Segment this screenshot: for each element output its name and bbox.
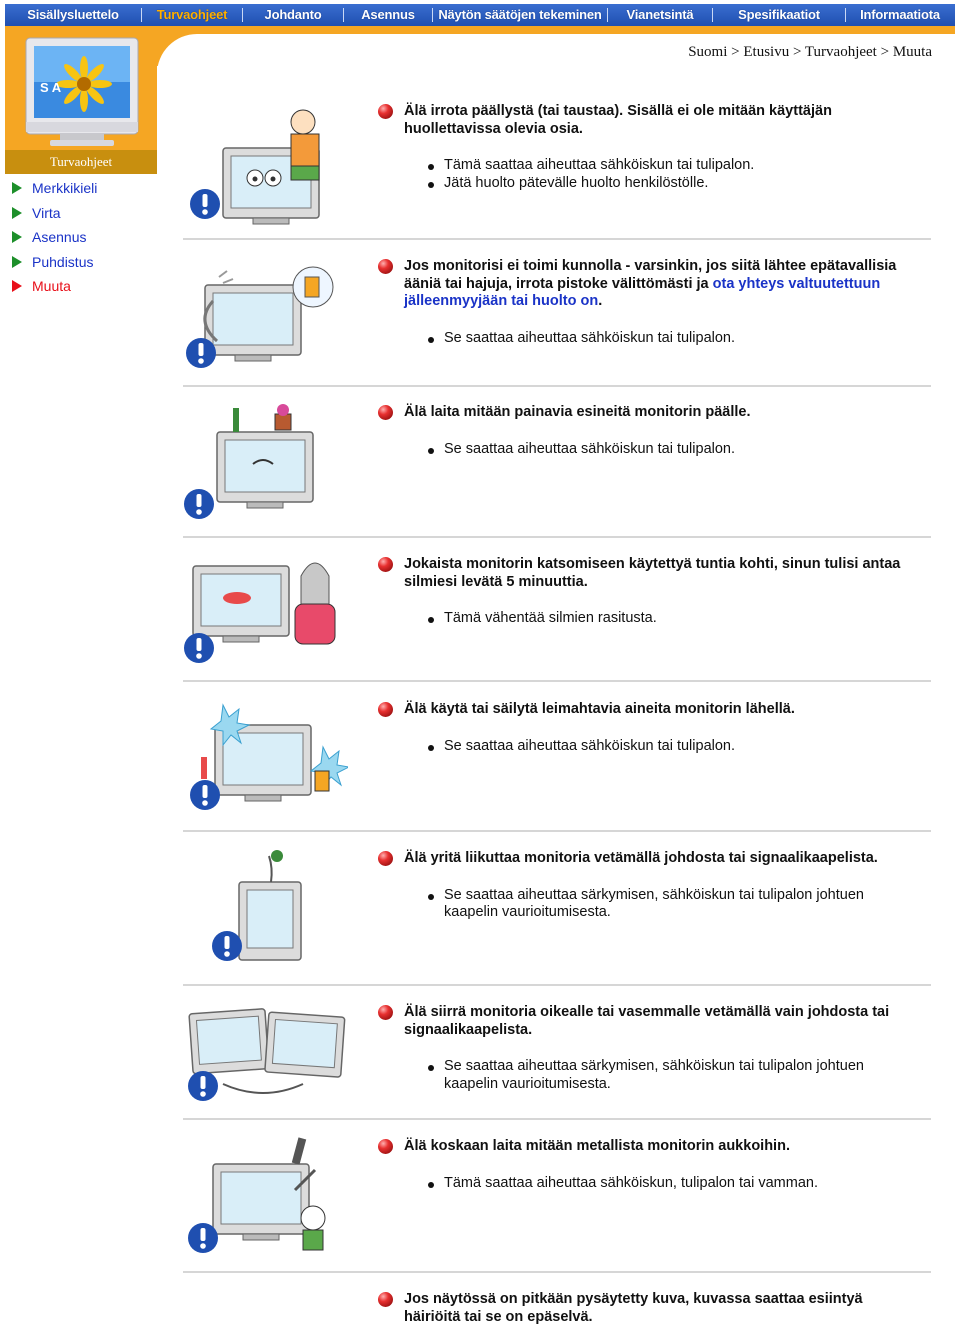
illustration-pull-cable-icon: [183, 846, 348, 976]
safety-detail: Tämä vähentää silmien rasitusta.: [429, 610, 918, 628]
sidebar-item-label: Merkkikieli: [32, 180, 98, 197]
breadcrumb-muuta: Muuta: [892, 44, 932, 60]
breadcrumb: [688, 44, 932, 61]
safety-detail: Jätä huolto pätevälle huolto henkilöstölle.: [429, 175, 918, 193]
section-divider: [183, 536, 931, 538]
section-divider: [183, 1118, 931, 1120]
section-divider: [183, 1271, 931, 1273]
sidebar-item-puhdistus[interactable]: [12, 250, 157, 275]
nav-item-turvaohjeet[interactable]: Turvaohjeet: [156, 7, 228, 22]
sidebar-item-merkkikieli[interactable]: [12, 176, 157, 201]
top-navigation: [5, 4, 955, 26]
nav-item-asennus[interactable]: Asennus: [361, 7, 415, 22]
nav-item-sisallysluettelo[interactable]: Sisällysluettelo: [27, 7, 119, 22]
safety-headline: Jokaista monitorin katsomiseen käytettyä tuntia kohti, sinun tulisi antaa silmiesi levätä 5 minuuttia.: [378, 556, 918, 591]
red-ball-bullet-icon: [378, 1005, 393, 1020]
safety-detail: Se saattaa aiheuttaa sähköiskun tai tulipalon.: [429, 330, 918, 348]
nav-item-spesifikaatiot[interactable]: Spesifikaatiot: [738, 7, 820, 22]
triangle-arrow-icon: [12, 182, 22, 194]
illustration-eye-rest-icon: [183, 552, 348, 682]
illustration-remove-cover-icon: [183, 100, 348, 230]
sidebar-item-muuta[interactable]: [12, 274, 157, 299]
illustration-unplug-monitor-icon: [183, 255, 348, 385]
triangle-arrow-icon: [12, 256, 22, 268]
safety-headline: Älä irrota päällystä (tai taustaa). Sisällä ei ole mitään käyttäjän huollettavissa olevia osia.: [378, 103, 918, 138]
red-ball-bullet-icon: [378, 702, 393, 717]
triangle-arrow-icon: [12, 280, 22, 292]
safety-headline: Älä käytä tai säilytä leimahtavia aineita monitorin lähellä.: [378, 701, 918, 719]
section-label: Turvaohjeet: [5, 150, 157, 174]
safety-detail: Se saattaa aiheuttaa sähköiskun tai tulipalon.: [429, 738, 918, 756]
safety-item: [183, 697, 931, 822]
red-ball-bullet-icon: [378, 259, 393, 274]
red-ball-bullet-icon: [378, 1139, 393, 1154]
safety-headline: Älä yritä liikuttaa monitoria vetämällä johdosta tai signaalikaapelista.: [378, 850, 918, 868]
sidebar-item-asennus[interactable]: [12, 225, 157, 250]
safety-item: [183, 1287, 931, 1325]
nav-item-johdanto[interactable]: Johdanto: [264, 7, 322, 22]
safety-detail: Tämä saattaa aiheuttaa sähköiskun tai tulipalon.: [429, 157, 918, 175]
nav-item-vianetsinta[interactable]: Vianetsintä: [626, 7, 694, 22]
breadcrumb-suomi[interactable]: Suomi: [688, 44, 728, 60]
sidebar: [12, 176, 157, 299]
safety-detail: Se saattaa aiheuttaa sähköiskun tai tulipalon.: [429, 441, 918, 459]
triangle-arrow-icon: [12, 231, 22, 243]
breadcrumb-etusivu[interactable]: Etusivu: [743, 44, 790, 60]
sidebar-item-label: Puhdistus: [32, 253, 94, 270]
red-ball-bullet-icon: [378, 405, 393, 420]
bullet-dot-icon: [428, 182, 434, 188]
breadcrumb-separator: >: [876, 44, 893, 60]
section-divider: [183, 680, 931, 682]
sidebar-item-virta[interactable]: [12, 201, 157, 226]
safety-item: [183, 255, 931, 380]
safety-headline: Älä koskaan laita mitään metallista monitorin aukkoihin.: [378, 1138, 918, 1156]
illustration-flammable-icon: [183, 697, 348, 827]
red-ball-bullet-icon: [378, 1292, 393, 1307]
monitor-logo-icon: [22, 36, 142, 150]
nav-item-naytön-saadot[interactable]: Näytön säätöjen tekeminen: [438, 7, 602, 22]
triangle-arrow-icon: [12, 207, 22, 219]
safety-item: [183, 552, 931, 677]
bullet-dot-icon: [428, 164, 434, 170]
safety-item: [183, 1134, 931, 1259]
illustration-metal-objects-icon: [183, 1134, 348, 1264]
bullet-dot-icon: [428, 1182, 434, 1188]
bullet-dot-icon: [428, 1065, 434, 1071]
section-divider: [183, 385, 931, 387]
breadcrumb-turvaohjeet[interactable]: Turvaohjeet: [804, 44, 877, 60]
safety-item: [183, 1000, 931, 1115]
safety-detail: Se saattaa aiheuttaa särkymisen, sähköiskun tai tulipalon johtuen kaapelin vaurioitumisesta.: [429, 1058, 918, 1093]
bullet-dot-icon: [428, 745, 434, 751]
bullet-dot-icon: [428, 617, 434, 623]
sidebar-item-label: Muuta: [32, 278, 71, 295]
illustration-drag-monitor-icon: [183, 1000, 348, 1130]
breadcrumb-separator: >: [727, 44, 744, 60]
red-ball-bullet-icon: [378, 104, 393, 119]
safety-headline: Älä laita mitään painavia esineitä monitorin päälle.: [378, 404, 918, 422]
sidebar-item-label: Asennus: [32, 229, 87, 246]
section-divider: [183, 238, 931, 240]
bullet-dot-icon: [428, 448, 434, 454]
service-contact-link[interactable]: ota yhteys valtuutettuun jälleenmyyjään tai huolto on: [404, 275, 881, 309]
safety-item: [183, 846, 931, 971]
red-ball-bullet-icon: [378, 851, 393, 866]
nav-item-informaatiota[interactable]: Informaatiota: [860, 7, 940, 22]
red-ball-bullet-icon: [378, 557, 393, 572]
bullet-dot-icon: [428, 894, 434, 900]
safety-detail: Tämä saattaa aiheuttaa sähköiskun, tulipalon tai vamman.: [429, 1175, 918, 1193]
breadcrumb-separator: >: [789, 44, 805, 60]
section-divider: [183, 830, 931, 832]
sidebar-item-label: Virta: [32, 204, 61, 221]
safety-headline: Jos näytössä on pitkään pysäytetty kuva, kuvassa saattaa esiintyä häiriöitä tai se on epäselvä.: [378, 1291, 918, 1325]
illustration-heavy-objects-icon: [183, 400, 348, 530]
safety-headline: Jos monitorisi ei toimi kunnolla - varsinkin, jos siitä lähtee epätavallisia ääniä tai hajuja, irrota pistoke välittömästi ja ota yhteys valtuutettuun jälleenmyyjään tai huolto on.: [378, 258, 918, 311]
safety-item: [183, 400, 931, 525]
safety-item: [183, 100, 931, 230]
bullet-dot-icon: [428, 337, 434, 343]
safety-headline: Älä siirrä monitoria oikealle tai vasemmalle vetämällä vain johdosta tai signaalikaapelista.: [378, 1004, 918, 1039]
safety-detail: Se saattaa aiheuttaa särkymisen, sähköiskun tai tulipalon johtuen kaapelin vaurioitumisesta.: [429, 887, 918, 922]
logo-text: S A: [40, 80, 62, 95]
section-divider: [183, 984, 931, 986]
